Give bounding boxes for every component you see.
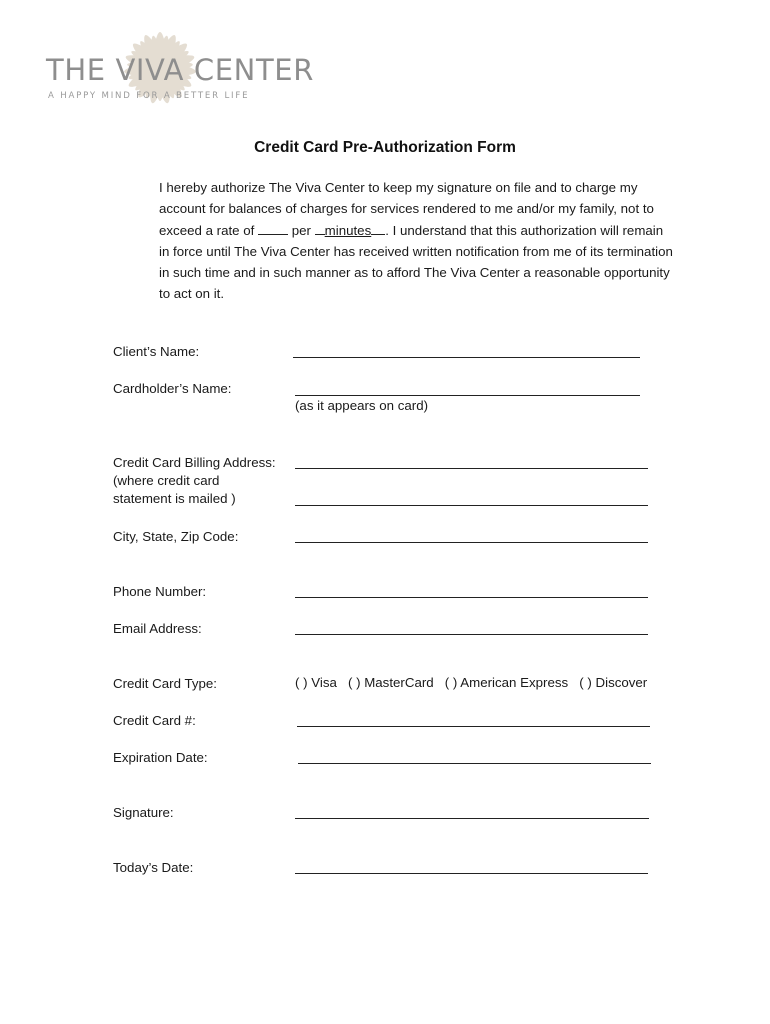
cardholder-name-note: (as it appears on card) [295,398,429,413]
city-state-zip-label: City, State, Zip Code: [113,529,239,544]
paragraph-per: per [288,222,315,238]
billing-address-note-2: statement is mailed ) [113,491,236,506]
email-address-field[interactable] [295,634,648,635]
email-address-label: Email Address: [113,621,202,636]
signature-field[interactable] [295,818,649,819]
billing-address-label: Credit Card Billing Address: [113,455,276,470]
viva-center-logo [42,16,314,120]
card-type-label: Credit Card Type: [113,676,217,691]
expiration-date-field[interactable] [298,763,651,764]
option-discover[interactable]: ( ) Discover [579,675,648,690]
card-number-label: Credit Card #: [113,713,196,728]
signature-label: Signature: [113,805,174,820]
card-type-options [295,675,647,690]
minutes-value: minutes [324,222,372,238]
billing-address-field-1[interactable] [295,468,648,469]
minutes-prefix-blank[interactable] [315,220,325,235]
logo-name: THE VIVA CENTER [46,53,314,87]
form-title: Credit Card Pre-Authorization Form [254,139,516,156]
expiration-date-label: Expiration Date: [113,750,208,765]
todays-date-label: Today’s Date: [113,860,194,875]
city-state-zip-field[interactable] [295,542,648,543]
option-american-express[interactable]: ( ) American Express [444,675,569,690]
card-number-field[interactable] [297,726,650,727]
client-name-field[interactable] [293,357,640,358]
cardholder-name-field[interactable] [295,395,640,396]
rate-amount-blank[interactable] [258,220,288,235]
paragraph-text-2: . I understand that this authorization will remain in force until The Viva Center has received written notification from me of its termination in such time and in such manner as to afford The Viva Center a reasonable opportunity to act on it. [159,222,673,302]
logo-tagline: A HAPPY MIND FOR A BETTER LIFE [48,91,250,101]
phone-number-label: Phone Number: [113,584,207,599]
billing-address-note-1: (where credit card [113,473,220,488]
cardholder-name-label: Cardholder’s Name: [113,381,232,396]
option-visa[interactable]: ( ) Visa [295,675,337,690]
paragraph-text-1: I hereby authorize The Viva Center to keep my signature on file and to charge my account for balances of charges for services rendered to me and/or my family, not to exceed a rate of [159,180,654,238]
authorization-paragraph [113,177,673,305]
phone-number-field[interactable] [295,597,648,598]
option-mastercard[interactable]: ( ) MasterCard [347,675,434,690]
todays-date-field[interactable] [295,873,648,874]
client-name-label: Client’s Name: [113,344,200,359]
billing-address-field-2[interactable] [295,505,648,506]
minutes-suffix-blank[interactable] [371,220,385,235]
